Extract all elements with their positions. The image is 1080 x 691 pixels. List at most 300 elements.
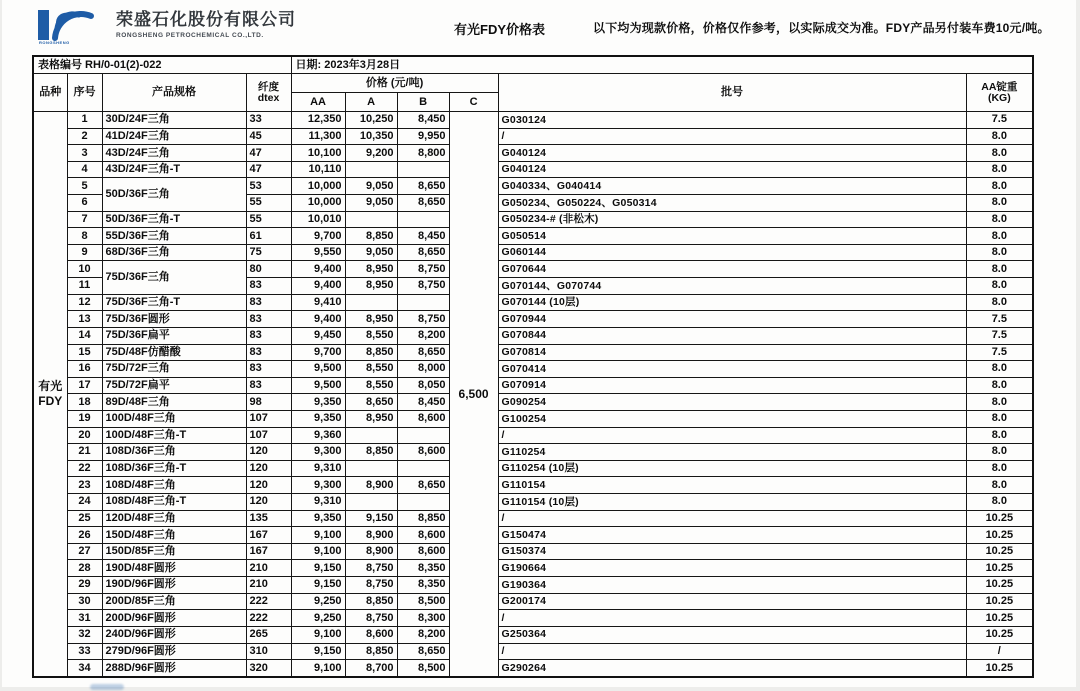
batch-cell: G110154 (10层) — [498, 494, 966, 511]
table-row — [33, 244, 1033, 261]
header-grade-aa: AA — [291, 93, 345, 112]
price-aa-cell: 9,350 — [291, 510, 345, 527]
price-aa-cell: 9,350 — [291, 410, 345, 427]
spec-cell: 288D/96F圆形 — [102, 660, 246, 677]
table-row — [33, 610, 1033, 627]
spec-cell: 108D/36F三角 — [102, 444, 246, 461]
table-row — [33, 161, 1033, 178]
dtex-cell: 210 — [246, 577, 291, 594]
header-index: 序号 — [67, 74, 102, 112]
dtex-cell: 107 — [246, 410, 291, 427]
batch-cell: G040124 — [498, 161, 966, 178]
price-a-cell: 8,750 — [345, 610, 397, 627]
dtex-cell: 45 — [246, 128, 291, 145]
table-row — [33, 228, 1033, 245]
weight-cell: 7.5 — [966, 112, 1033, 129]
table-row — [33, 361, 1033, 378]
table-row — [33, 593, 1033, 610]
table-row — [33, 377, 1033, 394]
weight-cell: 10.25 — [966, 610, 1033, 627]
price-aa-cell: 9,410 — [291, 294, 345, 311]
price-b-cell — [397, 427, 449, 444]
dtex-cell: 135 — [246, 510, 291, 527]
dtex-cell: 83 — [246, 361, 291, 378]
spec-cell: 108D/36F三角-T — [102, 460, 246, 477]
spec-cell: 75D/36F圆形 — [102, 311, 246, 328]
weight-cell: 10.25 — [966, 527, 1033, 544]
index-cell: 34 — [67, 660, 102, 677]
price-a-cell: 8,700 — [345, 660, 397, 677]
table-row — [33, 510, 1033, 527]
spec-cell: 75D/36F三角-T — [102, 294, 246, 311]
index-cell: 7 — [67, 211, 102, 228]
price-aa-cell: 9,150 — [291, 643, 345, 660]
weight-cell: 8.0 — [966, 460, 1033, 477]
price-aa-cell: 9,500 — [291, 377, 345, 394]
dtex-cell: 83 — [246, 294, 291, 311]
table-row — [33, 178, 1033, 195]
price-aa-cell: 12,350 — [291, 112, 345, 129]
weight-cell: 8.0 — [966, 394, 1033, 411]
spec-cell: 30D/24F三角 — [102, 112, 246, 129]
weight-cell: 8.0 — [966, 161, 1033, 178]
price-b-cell: 8,850 — [397, 510, 449, 527]
price-b-cell: 8,500 — [397, 660, 449, 677]
price-aa-cell: 9,450 — [291, 327, 345, 344]
dtex-cell: 83 — [246, 377, 291, 394]
batch-cell: G070814 — [498, 344, 966, 361]
price-b-cell: 8,450 — [397, 112, 449, 129]
price-aa-cell: 9,700 — [291, 344, 345, 361]
dtex-cell: 98 — [246, 394, 291, 411]
batch-cell: G250364 — [498, 626, 966, 643]
spec-cell: 240D/96F圆形 — [102, 626, 246, 643]
price-a-cell — [345, 494, 397, 511]
index-cell: 32 — [67, 626, 102, 643]
table-row — [33, 344, 1033, 361]
price-b-cell: 8,200 — [397, 327, 449, 344]
index-cell: 31 — [67, 610, 102, 627]
price-a-cell: 10,250 — [345, 112, 397, 129]
form-number: 表格编号 RH/0-01(2)-022 — [33, 56, 291, 74]
index-cell: 15 — [67, 344, 102, 361]
batch-cell: G070144、G070744 — [498, 278, 966, 295]
table-row — [33, 112, 1033, 129]
document-page — [2, 0, 1076, 687]
index-cell: 12 — [67, 294, 102, 311]
price-b-cell: 8,800 — [397, 145, 449, 162]
price-a-cell: 8,950 — [345, 410, 397, 427]
price-aa-cell: 9,550 — [291, 244, 345, 261]
price-b-cell — [397, 294, 449, 311]
table-row — [33, 410, 1033, 427]
company-name-en: RONGSHENG PETROCHEMICAL CO.,LTD. — [116, 31, 264, 39]
dtex-cell: 107 — [246, 427, 291, 444]
index-cell: 21 — [67, 444, 102, 461]
weight-cell: 7.5 — [966, 311, 1033, 328]
price-a-cell: 8,850 — [345, 444, 397, 461]
header-grade-c: C — [449, 93, 498, 112]
price-b-cell: 8,750 — [397, 261, 449, 278]
company-name-block — [116, 8, 296, 39]
spec-cell: 75D/36F三角 — [102, 261, 246, 294]
batch-cell: G040334、G040414 — [498, 178, 966, 195]
company-logo — [38, 8, 296, 46]
dtex-cell: 222 — [246, 593, 291, 610]
spec-cell: 50D/36F三角-T — [102, 211, 246, 228]
price-b-cell: 8,750 — [397, 311, 449, 328]
spec-cell: 108D/48F三角-T — [102, 494, 246, 511]
spec-cell: 190D/48F圆形 — [102, 560, 246, 577]
weight-cell: 8.0 — [966, 128, 1033, 145]
index-cell: 33 — [67, 643, 102, 660]
price-aa-cell: 9,360 — [291, 427, 345, 444]
index-cell: 29 — [67, 577, 102, 594]
batch-cell: G090254 — [498, 394, 966, 411]
category-cell — [33, 112, 67, 678]
spec-cell: 75D/72F扁平 — [102, 377, 246, 394]
price-b-cell — [397, 460, 449, 477]
price-b-cell: 8,500 — [397, 593, 449, 610]
index-cell: 16 — [67, 361, 102, 378]
price-b-cell: 8,600 — [397, 410, 449, 427]
batch-cell: G050514 — [498, 228, 966, 245]
header-weight — [966, 74, 1033, 112]
weight-cell: 10.25 — [966, 660, 1033, 677]
header-batch: 批号 — [498, 74, 966, 112]
price-aa-cell: 10,000 — [291, 178, 345, 195]
header-price-group: 价格 (元/吨) — [291, 74, 498, 93]
price-aa-cell: 9,350 — [291, 394, 345, 411]
weight-cell: 8.0 — [966, 178, 1033, 195]
spec-cell: 55D/36F三角 — [102, 228, 246, 245]
batch-cell: G070644 — [498, 261, 966, 278]
spec-cell: 100D/48F三角 — [102, 410, 246, 427]
spec-cell: 43D/24F三角-T — [102, 161, 246, 178]
batch-cell: G190364 — [498, 577, 966, 594]
price-aa-cell: 9,150 — [291, 577, 345, 594]
price-b-cell: 8,600 — [397, 543, 449, 560]
batch-cell: G100254 — [498, 410, 966, 427]
price-b-cell: 8,750 — [397, 278, 449, 295]
header-dtex-en: dtex — [257, 91, 280, 104]
index-cell: 6 — [67, 195, 102, 212]
index-cell: 1 — [67, 112, 102, 129]
spec-cell: 150D/48F三角 — [102, 527, 246, 544]
price-b-cell — [397, 161, 449, 178]
dtex-cell: 83 — [246, 344, 291, 361]
spec-cell: 50D/36F三角 — [102, 178, 246, 211]
table-info-row — [33, 56, 1033, 74]
weight-cell: 8.0 — [966, 228, 1033, 245]
batch-cell: G110154 — [498, 477, 966, 494]
dtex-cell: 33 — [246, 112, 291, 129]
price-a-cell: 8,900 — [345, 477, 397, 494]
price-a-cell: 10,350 — [345, 128, 397, 145]
weight-cell: 10.25 — [966, 626, 1033, 643]
logo-word: RONGSHENG — [39, 40, 70, 45]
header-dtex-cn: 纤度 — [258, 81, 280, 93]
price-aa-cell: 9,100 — [291, 660, 345, 677]
dtex-cell: 47 — [246, 161, 291, 178]
index-cell: 22 — [67, 460, 102, 477]
scan-artifact — [90, 684, 124, 690]
spec-cell: 89D/48F三角 — [102, 394, 246, 411]
logo-bar — [38, 10, 49, 40]
table-row — [33, 211, 1033, 228]
batch-cell: G190664 — [498, 560, 966, 577]
price-aa-cell: 9,100 — [291, 626, 345, 643]
price-b-cell: 8,600 — [397, 444, 449, 461]
price-a-cell — [345, 161, 397, 178]
dtex-cell: 75 — [246, 244, 291, 261]
price-aa-cell: 9,100 — [291, 527, 345, 544]
price-a-cell: 9,200 — [345, 145, 397, 162]
table-row — [33, 626, 1033, 643]
price-aa-cell: 9,250 — [291, 593, 345, 610]
dtex-cell: 120 — [246, 477, 291, 494]
header-category: 品种 — [33, 74, 67, 112]
weight-cell: 8.0 — [966, 477, 1033, 494]
header-dtex — [246, 74, 291, 112]
weight-cell: 10.25 — [966, 543, 1033, 560]
batch-cell: G150374 — [498, 543, 966, 560]
batch-cell: G050234-# (非松木) — [498, 211, 966, 228]
dtex-cell: 210 — [246, 560, 291, 577]
price-aa-cell: 9,310 — [291, 460, 345, 477]
weight-cell: 8.0 — [966, 427, 1033, 444]
price-b-cell: 8,450 — [397, 394, 449, 411]
price-a-cell: 8,950 — [345, 311, 397, 328]
price-a-cell: 8,850 — [345, 228, 397, 245]
price-b-cell: 8,650 — [397, 643, 449, 660]
spec-cell: 75D/48F仿醋酸 — [102, 344, 246, 361]
price-aa-cell: 9,100 — [291, 543, 345, 560]
dtex-cell: 265 — [246, 626, 291, 643]
weight-cell: 7.5 — [966, 344, 1033, 361]
spec-cell: 279D/96F圆形 — [102, 643, 246, 660]
price-aa-cell: 9,250 — [291, 610, 345, 627]
index-cell: 24 — [67, 494, 102, 511]
dtex-cell: 83 — [246, 327, 291, 344]
index-cell: 3 — [67, 145, 102, 162]
weight-cell: 8.0 — [966, 145, 1033, 162]
header-grade-a: A — [345, 93, 397, 112]
weight-cell: / — [966, 643, 1033, 660]
price-aa-cell: 10,110 — [291, 161, 345, 178]
price-a-cell — [345, 427, 397, 444]
price-a-cell: 8,950 — [345, 261, 397, 278]
price-b-cell: 8,650 — [397, 477, 449, 494]
dtex-cell: 222 — [246, 610, 291, 627]
price-a-cell: 8,900 — [345, 543, 397, 560]
weight-cell: 10.25 — [966, 560, 1033, 577]
batch-cell: / — [498, 128, 966, 145]
weight-cell: 8.0 — [966, 361, 1033, 378]
price-b-cell: 8,650 — [397, 195, 449, 212]
batch-cell: G070144 (10层) — [498, 294, 966, 311]
batch-cell: G040124 — [498, 145, 966, 162]
weight-cell: 8.0 — [966, 278, 1033, 295]
price-a-cell: 9,050 — [345, 244, 397, 261]
batch-cell: G290264 — [498, 660, 966, 677]
dtex-cell: 120 — [246, 460, 291, 477]
price-b-cell: 8,000 — [397, 361, 449, 378]
table-row — [33, 311, 1033, 328]
table-row — [33, 527, 1033, 544]
index-cell: 17 — [67, 377, 102, 394]
price-a-cell: 9,050 — [345, 178, 397, 195]
table-row — [33, 660, 1033, 677]
price-a-cell — [345, 211, 397, 228]
spec-cell: 41D/24F三角 — [102, 128, 246, 145]
price-b-cell — [397, 494, 449, 511]
table-row — [33, 560, 1033, 577]
table-row — [33, 494, 1033, 511]
price-b-cell: 8,200 — [397, 626, 449, 643]
index-cell: 23 — [67, 477, 102, 494]
price-a-cell: 8,550 — [345, 377, 397, 394]
spec-cell: 108D/48F三角 — [102, 477, 246, 494]
spec-cell: 68D/36F三角 — [102, 244, 246, 261]
price-b-cell: 8,650 — [397, 344, 449, 361]
price-aa-cell: 9,700 — [291, 228, 345, 245]
price-aa-cell: 9,400 — [291, 261, 345, 278]
index-cell: 11 — [67, 278, 102, 295]
price-b-cell: 8,650 — [397, 244, 449, 261]
header-weight-unit: (KG) — [987, 91, 1011, 104]
index-cell: 10 — [67, 261, 102, 278]
table-row — [33, 477, 1033, 494]
batch-cell: G030124 — [498, 112, 966, 129]
price-b-cell: 8,350 — [397, 577, 449, 594]
price-a-cell: 8,900 — [345, 527, 397, 544]
price-c-cell: 6,500 — [449, 112, 498, 678]
category-line: FDY — [38, 394, 63, 408]
header-spec: 产品规格 — [102, 74, 246, 112]
spec-cell: 200D/85F三角 — [102, 593, 246, 610]
company-name-cn: 荣盛石化股份有限公司 — [116, 10, 296, 29]
header-weight-label: AA锭重 — [981, 81, 1018, 93]
price-b-cell: 8,050 — [397, 377, 449, 394]
price-aa-cell: 10,100 — [291, 145, 345, 162]
batch-cell: G110254 (10层) — [498, 460, 966, 477]
index-cell: 5 — [67, 178, 102, 195]
table-row — [33, 643, 1033, 660]
price-a-cell: 9,050 — [345, 195, 397, 212]
price-a-cell: 8,950 — [345, 278, 397, 295]
index-cell: 18 — [67, 394, 102, 411]
price-b-cell: 8,650 — [397, 178, 449, 195]
price-b-cell: 9,950 — [397, 128, 449, 145]
price-aa-cell: 11,300 — [291, 128, 345, 145]
dtex-cell: 61 — [246, 228, 291, 245]
price-b-cell: 8,300 — [397, 610, 449, 627]
index-cell: 28 — [67, 560, 102, 577]
header-grade-b: B — [397, 93, 449, 112]
weight-cell: 8.0 — [966, 494, 1033, 511]
index-cell: 2 — [67, 128, 102, 145]
price-a-cell: 8,850 — [345, 643, 397, 660]
index-cell: 4 — [67, 161, 102, 178]
weight-cell: 10.25 — [966, 577, 1033, 594]
table-row — [33, 543, 1033, 560]
weight-cell: 8.0 — [966, 211, 1033, 228]
weight-cell: 8.0 — [966, 294, 1033, 311]
batch-cell: G150474 — [498, 527, 966, 544]
weight-cell: 8.0 — [966, 195, 1033, 212]
price-b-cell: 8,450 — [397, 228, 449, 245]
table-row — [33, 128, 1033, 145]
dtex-cell: 55 — [246, 195, 291, 212]
price-b-cell — [397, 211, 449, 228]
price-aa-cell: 9,300 — [291, 477, 345, 494]
spec-cell: 200D/96F圆形 — [102, 610, 246, 627]
dtex-cell: 80 — [246, 261, 291, 278]
batch-cell: G070944 — [498, 311, 966, 328]
price-aa-cell: 9,500 — [291, 361, 345, 378]
weight-cell: 8.0 — [966, 244, 1033, 261]
weight-cell: 8.0 — [966, 377, 1033, 394]
dtex-cell: 167 — [246, 527, 291, 544]
price-aa-cell: 9,400 — [291, 311, 345, 328]
price-aa-cell: 10,010 — [291, 211, 345, 228]
spec-cell: 100D/48F三角-T — [102, 427, 246, 444]
page-title: 有光FDY价格表 — [454, 22, 546, 37]
table-row — [33, 394, 1033, 411]
batch-cell: / — [498, 610, 966, 627]
date-field: 日期: 2023年3月28日 — [291, 56, 1033, 74]
batch-cell: G050234、G050224、G050314 — [498, 195, 966, 212]
table-row — [33, 327, 1033, 344]
index-cell: 8 — [67, 228, 102, 245]
price-aa-cell: 9,400 — [291, 278, 345, 295]
dtex-cell: 120 — [246, 494, 291, 511]
batch-cell: G060144 — [498, 244, 966, 261]
price-a-cell: 8,550 — [345, 361, 397, 378]
dtex-cell: 47 — [246, 145, 291, 162]
index-cell: 27 — [67, 543, 102, 560]
price-aa-cell: 9,150 — [291, 560, 345, 577]
logo-shell-icon — [38, 8, 110, 44]
category-line: 有光 — [38, 379, 63, 393]
dtex-cell: 320 — [246, 660, 291, 677]
notice-text: 以下均为现款价格，价格仅作参考，以实际成交为准。FDY产品另付装车费10元/吨。 — [593, 21, 1050, 35]
batch-cell: G200174 — [498, 593, 966, 610]
batch-cell: / — [498, 643, 966, 660]
batch-cell: / — [498, 427, 966, 444]
price-a-cell: 9,150 — [345, 510, 397, 527]
batch-cell: G070914 — [498, 377, 966, 394]
price-aa-cell: 9,310 — [291, 494, 345, 511]
table-row — [33, 427, 1033, 444]
index-cell: 30 — [67, 593, 102, 610]
price-b-cell: 8,600 — [397, 527, 449, 544]
price-a-cell: 8,600 — [345, 626, 397, 643]
price-aa-cell: 9,300 — [291, 444, 345, 461]
price-a-cell: 8,850 — [345, 344, 397, 361]
spec-cell: 43D/24F三角 — [102, 145, 246, 162]
dtex-cell: 53 — [246, 178, 291, 195]
weight-cell: 10.25 — [966, 510, 1033, 527]
spec-cell: 190D/96F圆形 — [102, 577, 246, 594]
weight-cell: 7.5 — [966, 327, 1033, 344]
index-cell: 19 — [67, 410, 102, 427]
table-row — [33, 294, 1033, 311]
spec-cell: 75D/36F扁平 — [102, 327, 246, 344]
index-cell: 25 — [67, 510, 102, 527]
batch-cell: / — [498, 510, 966, 527]
